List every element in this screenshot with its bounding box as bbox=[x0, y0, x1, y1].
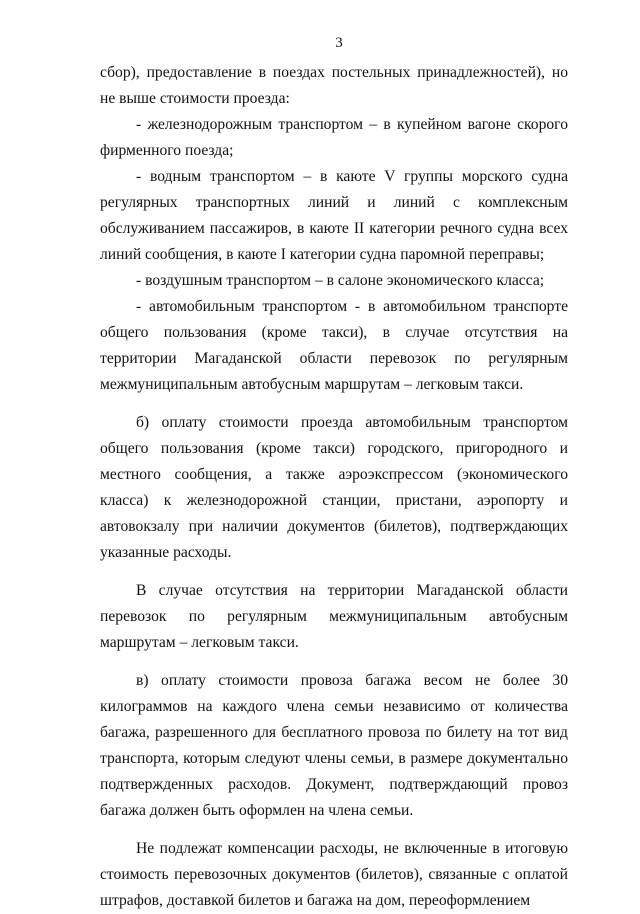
paragraph-no-routes: В случае отсутствия на территории Магаданской области перевозок по регулярным межмуниципальным автобусным маршрутам – легковым такси. bbox=[100, 582, 568, 651]
paragraph-not-compensated: Не подлежат компенсации расходы, не включенные в итоговую стоимость перевозочных документов (билетов), связанные с оплатой штрафов, доставкой билетов и багажа на дом, переоформлением bbox=[100, 840, 568, 909]
paragraph-auto: - автомобильным транспортом - в автомобильном транспорте общего пользования (кроме такси), в случае отсутствия на территории Магаданской области перевозок по регулярным межмуниципальным автобусным маршрутам – легковым такси. bbox=[100, 298, 568, 393]
paragraph-air: - воздушным транспортом – в салоне экономического класса; bbox=[136, 272, 545, 289]
paragraph-water: - водным транспортом – в каюте V группы морского судна регулярных транспортных линий и линий с комплексным обслуживанием пассажиров, в каюте II категории речного судна всех линий сообщения, в каюте I категории судна паромной переправы; bbox=[100, 168, 568, 263]
paragraph-v: в) оплату стоимости провоза багажа весом не более 30 килограммов на каждого члена семьи независимо от количества багажа, разрешенного для бесплатного провоза по билету на тот вид транспорта, которым следуют члены семьи, в размере документально подтвержденных расходов. Документ, подтверждающий провоз багажа должен быть оформлен на члена семьи. bbox=[100, 672, 568, 819]
document-body bbox=[100, 60, 568, 914]
paragraph-rail: - железнодорожным транспортом – в купейном вагоне скорого фирменного поезда; bbox=[100, 116, 568, 159]
paragraph-b: б) оплату стоимости проезда автомобильным транспортом общего пользования (кроме такси) городского, пригородного и местного сообщения, а также аэроэкспрессом (экономического класса) к железнодорожной станции, пристани, аэропорту и автовокзалу при наличии документов (билетов), подтверждающих указанные расходы. bbox=[100, 414, 568, 561]
page-number: 3 bbox=[335, 35, 343, 51]
paragraph-continuation: сбор), предоставление в поездах постельных принадлежностей), но не выше стоимости проезда: bbox=[100, 64, 568, 107]
